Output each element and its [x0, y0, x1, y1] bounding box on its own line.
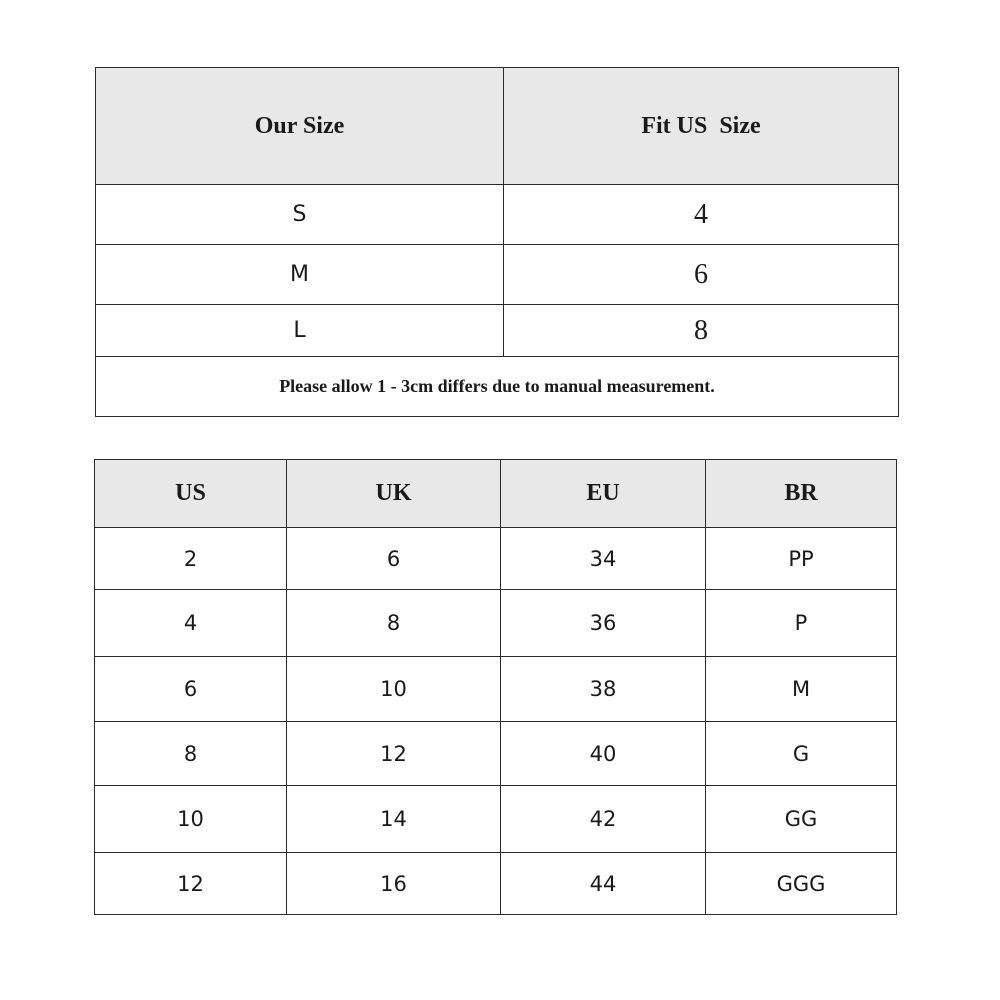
us-cell: 8 [95, 722, 287, 786]
uk-cell: 8 [287, 590, 501, 657]
fit-table-header-row [96, 68, 899, 185]
note-row [96, 357, 899, 417]
eu-cell: 34 [501, 528, 706, 590]
us-cell: 12 [95, 853, 287, 915]
table-row [95, 786, 897, 853]
eu-cell: 36 [501, 590, 706, 657]
eu-cell: 44 [501, 853, 706, 915]
our-size-cell: S [96, 185, 504, 245]
header-us: US [95, 460, 287, 528]
our-size-cell: M [96, 245, 504, 305]
br-cell: GG [706, 786, 897, 853]
header-our-size: Our Size [96, 68, 504, 185]
br-cell: PP [706, 528, 897, 590]
uk-cell: 6 [287, 528, 501, 590]
size-fit-table [95, 67, 899, 417]
table-row [96, 305, 899, 357]
header-eu: EU [501, 460, 706, 528]
measurement-note: Please allow 1 - 3cm differs due to manual measurement. [96, 357, 899, 417]
eu-cell: 40 [501, 722, 706, 786]
uk-cell: 10 [287, 657, 501, 722]
table-row [95, 853, 897, 915]
us-cell: 10 [95, 786, 287, 853]
header-br: BR [706, 460, 897, 528]
br-cell: GGG [706, 853, 897, 915]
br-cell: M [706, 657, 897, 722]
table-row [95, 657, 897, 722]
us-cell: 2 [95, 528, 287, 590]
us-size-cell: 8 [504, 305, 899, 357]
header-fit-us-size: Fit US Size [504, 68, 899, 185]
table-row [95, 590, 897, 657]
br-cell: P [706, 590, 897, 657]
eu-cell: 38 [501, 657, 706, 722]
uk-cell: 14 [287, 786, 501, 853]
uk-cell: 12 [287, 722, 501, 786]
size-conversion-table [94, 459, 897, 915]
our-size-cell: L [96, 305, 504, 357]
br-cell: G [706, 722, 897, 786]
us-cell: 4 [95, 590, 287, 657]
uk-cell: 16 [287, 853, 501, 915]
eu-cell: 42 [501, 786, 706, 853]
header-uk: UK [287, 460, 501, 528]
us-cell: 6 [95, 657, 287, 722]
us-size-cell: 4 [504, 185, 899, 245]
table-row [95, 528, 897, 590]
us-size-cell: 6 [504, 245, 899, 305]
conversion-header-row [95, 460, 897, 528]
table-row [95, 722, 897, 786]
table-row [96, 185, 899, 245]
table-row [96, 245, 899, 305]
